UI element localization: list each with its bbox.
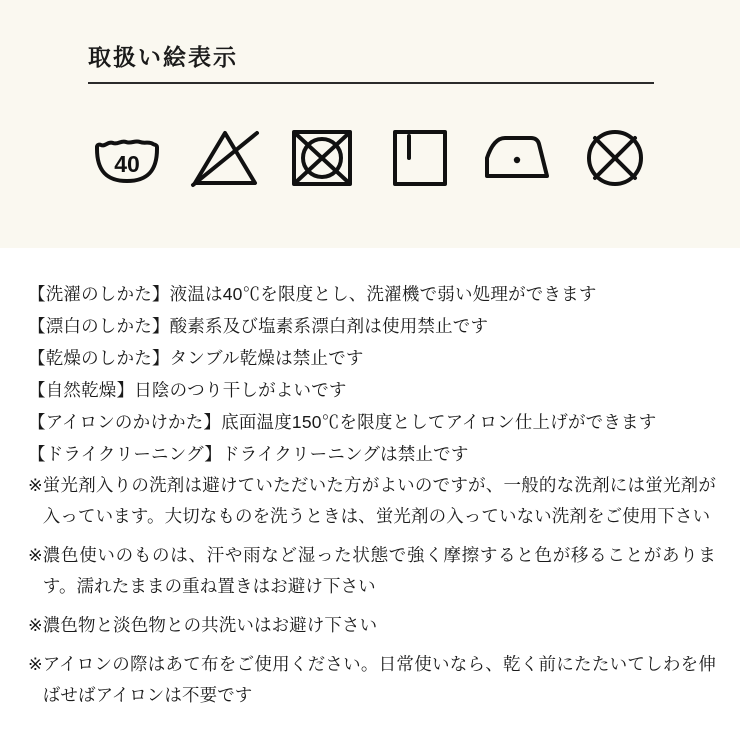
no-dry-clean-icon bbox=[576, 122, 654, 194]
svg-text:40: 40 bbox=[114, 151, 140, 177]
care-symbol-row bbox=[88, 118, 654, 198]
note-text: 濃色使いのものは、汗や雨など湿った状態で強く摩擦すると色が移ることがあります。濡れたままの重ね置きはお避け下さい bbox=[42, 545, 716, 596]
care-instruction-item: 【自然乾燥】日陰のつり干しがよいです bbox=[28, 380, 347, 400]
no-bleach-triangle-icon bbox=[186, 122, 264, 194]
care-text-section bbox=[0, 248, 740, 740]
note-item bbox=[28, 649, 716, 711]
care-instruction-item: 【洗濯のしかた】液温は40℃を限度とし、洗濯機で弱い処理ができます bbox=[28, 284, 597, 304]
care-instruction-item: 【アイロンのかけかた】底面温度150℃を限度としてアイロン仕上げができます bbox=[28, 412, 657, 432]
note-marker: ※ bbox=[28, 615, 43, 635]
note-item bbox=[28, 610, 716, 641]
care-notes-list bbox=[28, 470, 716, 719]
care-instruction-item: 【漂白のしかた】酸素系及び塩素系漂白剤は使用禁止です bbox=[28, 316, 489, 336]
iron-low-temp-icon bbox=[478, 122, 556, 194]
care-instruction-item: 【ドライクリーニング】ドライクリーニングは禁止です bbox=[28, 444, 469, 464]
note-marker: ※ bbox=[28, 654, 43, 674]
note-marker: ※ bbox=[28, 545, 43, 565]
care-instruction-list bbox=[28, 278, 718, 470]
page-title: 取扱い絵表示 bbox=[88, 44, 238, 70]
note-item bbox=[28, 470, 716, 532]
note-item bbox=[28, 540, 716, 602]
no-tumble-dry-icon bbox=[283, 122, 361, 194]
title-divider bbox=[88, 82, 654, 84]
note-marker: ※ bbox=[28, 475, 43, 495]
line-dry-in-shade-icon bbox=[381, 122, 459, 194]
wash-tub-40-icon bbox=[88, 122, 166, 194]
note-text: アイロンの際はあて布をご使用ください。日常使いなら、乾く前にたたいてしわを伸ばせばアイロンは不要です bbox=[42, 654, 716, 705]
panel-heading bbox=[88, 44, 654, 84]
care-instruction-item: 【乾燥のしかた】タンブル乾燥は禁止です bbox=[28, 348, 364, 368]
care-symbol-panel bbox=[0, 0, 740, 248]
note-text: 濃色物と淡色物との共洗いはお避け下さい bbox=[42, 615, 378, 635]
note-text: 蛍光剤入りの洗剤は避けていただいた方がよいのですが、一般的な洗剤には蛍光剤が入っています。大切なものを洗うときは、蛍光剤の入っていない洗剤をご使用下さい bbox=[42, 475, 716, 526]
